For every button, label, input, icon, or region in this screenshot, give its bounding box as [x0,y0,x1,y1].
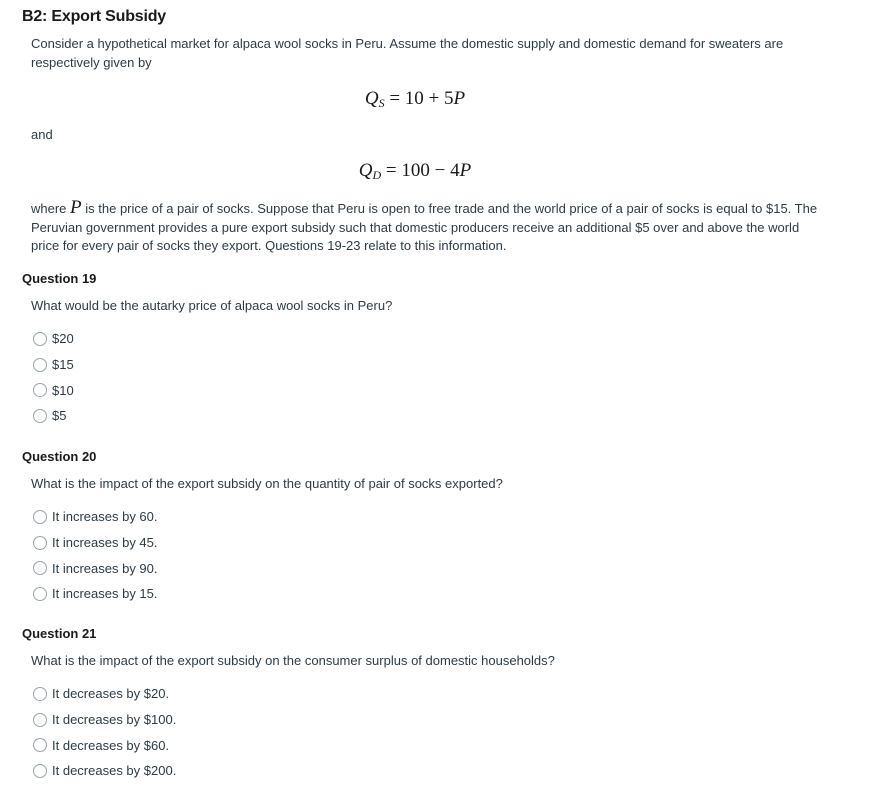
q21-option-3[interactable] [33,732,176,758]
option-label: It decreases by $60. [52,737,170,753]
where-paragraph [31,199,821,256]
option-label: It decreases by $100. [52,712,177,728]
radio-button[interactable] [33,510,47,524]
radio-button[interactable] [33,687,47,701]
radio-button[interactable] [33,409,47,423]
where-text: is the price of a pair of socks. Suppose that Peru is open to free trade and the world price of a pair of socks is equal to $15. The Peruvian government provides a pure export subsidy such that domestic producers receive an additional $5 over and above the world price for every pair of socks they export. Questions 19-23 relate to this information. [31,201,818,253]
supply-rhs: = 10 + 5 [384,88,454,109]
demand-lhs: Q [358,160,373,181]
q20-option-1[interactable] [33,504,158,530]
q21-option-1[interactable] [33,681,176,707]
question-19-prompt: What would be the autarky price of alpaca wool socks in Peru? [31,298,393,313]
option-label: It increases by 45. [52,535,158,551]
radio-button[interactable] [33,587,47,601]
q20-option-2[interactable] [33,530,158,556]
option-label: It increases by 90. [52,560,158,576]
question-21-prompt: What is the impact of the export subsidy on the consumer surplus of domestic households? [31,653,555,668]
option-label: $5 [52,408,67,424]
radio-button[interactable] [33,738,47,752]
radio-button[interactable] [33,713,47,727]
and-text: and [31,127,53,142]
supply-equation [0,88,830,111]
q19-option-1[interactable] [33,326,74,352]
where-variable: P [70,197,82,218]
q20-option-4[interactable] [33,581,158,607]
demand-equation [0,160,830,183]
question-19-title: Question 19 [22,271,97,286]
option-label: $15 [52,357,74,373]
question-20-options [33,504,158,607]
radio-button[interactable] [33,383,47,397]
where-prefix: where [31,201,67,216]
question-21-options [33,681,176,784]
question-19-options [33,326,74,429]
intro-paragraph: Consider a hypothetical market for alpaca wool socks in Peru. Assume the domestic supply and domestic demand for sweaters are respectively given by [31,36,784,70]
option-label: $10 [52,382,74,398]
question-20-title: Question 20 [22,449,97,464]
option-label: It decreases by $20. [52,686,170,702]
q19-option-2[interactable] [33,352,74,378]
q19-option-3[interactable] [33,377,74,403]
section-title: B2: Export Subsidy [22,8,166,25]
radio-button[interactable] [33,358,47,372]
supply-lhs: Q [364,88,379,109]
option-label: It increases by 15. [52,586,158,602]
question-21-title: Question 21 [22,626,97,641]
q20-option-3[interactable] [33,555,158,581]
q19-option-4[interactable] [33,403,74,429]
q21-option-2[interactable] [33,707,176,733]
option-label: It decreases by $200. [52,763,177,779]
supply-sub: S [378,96,385,110]
supply-var: P [453,88,466,109]
question-20-prompt: What is the impact of the export subsidy on the quantity of pair of socks exported? [31,476,503,491]
radio-button[interactable] [33,332,47,346]
radio-button[interactable] [33,764,47,778]
q21-option-4[interactable] [33,758,176,784]
demand-sub: D [372,168,382,182]
option-label: $20 [52,331,74,347]
radio-button[interactable] [33,561,47,575]
demand-rhs: = 100 − 4 [381,160,460,181]
demand-var: P [459,160,472,181]
radio-button[interactable] [33,536,47,550]
option-label: It increases by 60. [52,509,158,525]
